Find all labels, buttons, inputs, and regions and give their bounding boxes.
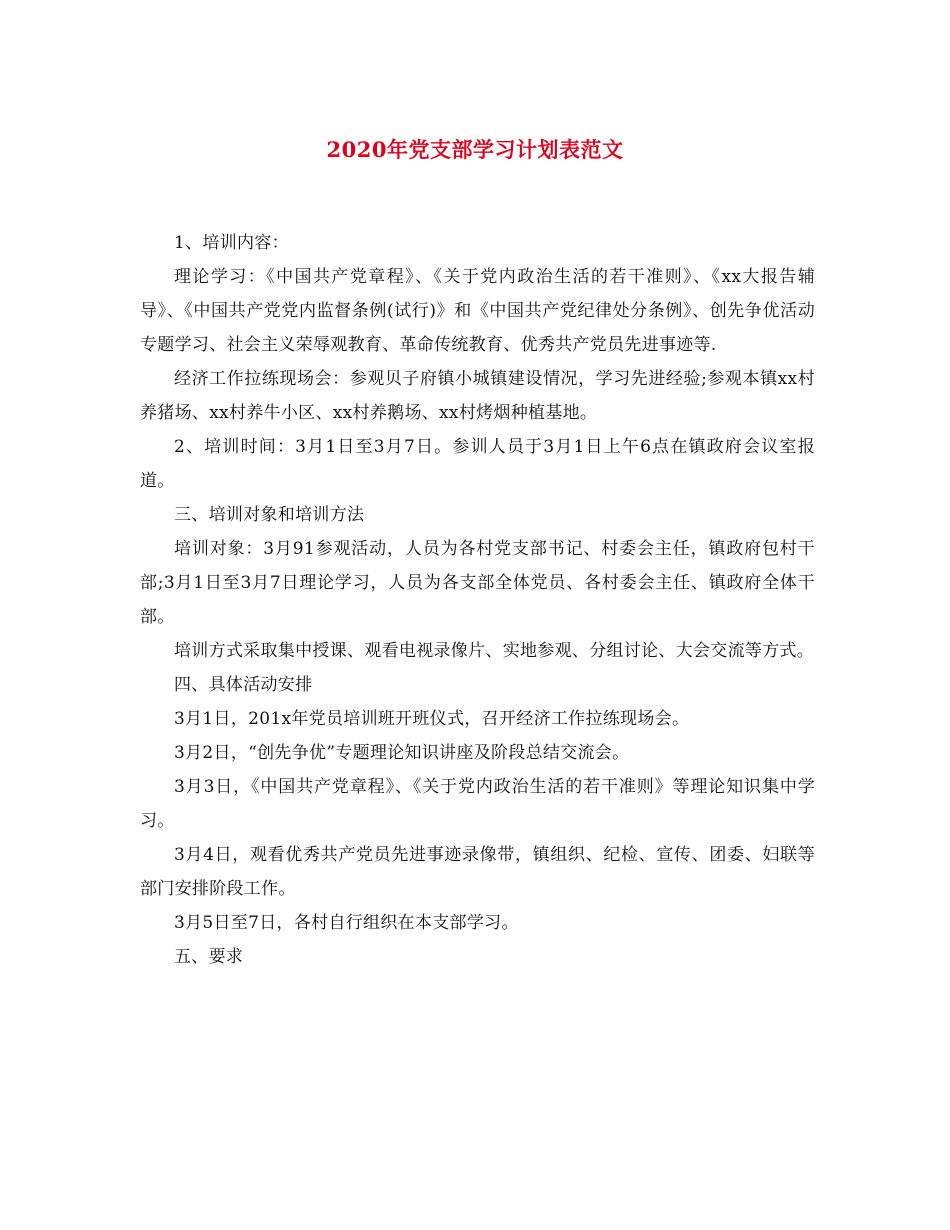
paragraph-march-4: 3月4日，观看优秀共产党员先进事迹录像带，镇组织、纪检、宣传、团委、妇联等部门安排阶段工作。 [140,845,815,899]
paragraph-march-3: 3月3日，《中国共产党章程》、《关于党内政治生活的若干准则》等理论知识集中学习。 [140,777,815,831]
paragraph-theory-study: 理论学习：《中国共产党章程》、《关于党内政治生活的若干准则》、《xx大报告辅导》、《中国共产党党内监督条例(试行)》和《中国共产党纪律处分条例》、创先争优活动专题学习、社会主义荣辱观教育、革命传统教育、优秀共产党员先进事迹等. [140,267,815,355]
document-title: 2020年党支部学习计划表范文 [326,137,624,162]
paragraph-training-time: 2、培训时间：3月1日至3月7日。参训人员于3月1日上午6点在镇政府会议室报道。 [140,437,815,491]
paragraph-economic-field-meeting: 经济工作拉练现场会：参观贝子府镇小城镇建设情况，学习先进经验;参观本镇xx村养猪场、xx村养牛小区、xx村养鹅场、xx村烤烟种植基地。 [140,369,815,423]
document-body [140,226,815,974]
paragraph-training-methods: 培训方式采取集中授课、观看电视录像片、实地参观、分组讨论、大会交流等方式。 [174,641,815,661]
paragraph-march-2: 3月2日，“创先争优”专题理论知识讲座及阶段总结交流会。 [174,743,630,763]
paragraph-section-four-heading: 四、具体活动安排 [174,675,313,695]
paragraph-march-1: 3月1日，201x年党员培训班开班仪式，召开经济工作拉练现场会。 [174,709,690,729]
paragraph-training-content-heading: 1、培训内容： [174,233,289,253]
paragraph-section-three-heading: 三、培训对象和培训方法 [174,505,365,525]
paragraph-section-five-heading: 五、要求 [174,947,244,967]
paragraph-march-5-7: 3月5日至7日，各村自行组织在本支部学习。 [174,913,519,933]
paragraph-training-targets: 培训对象：3月91参观活动，人员为各村党支部书记、村委会主任，镇政府包村干部;3月1日至3月7日理论学习，人员为各支部全体党员、各村委会主任、镇政府全体干部。 [140,539,815,627]
